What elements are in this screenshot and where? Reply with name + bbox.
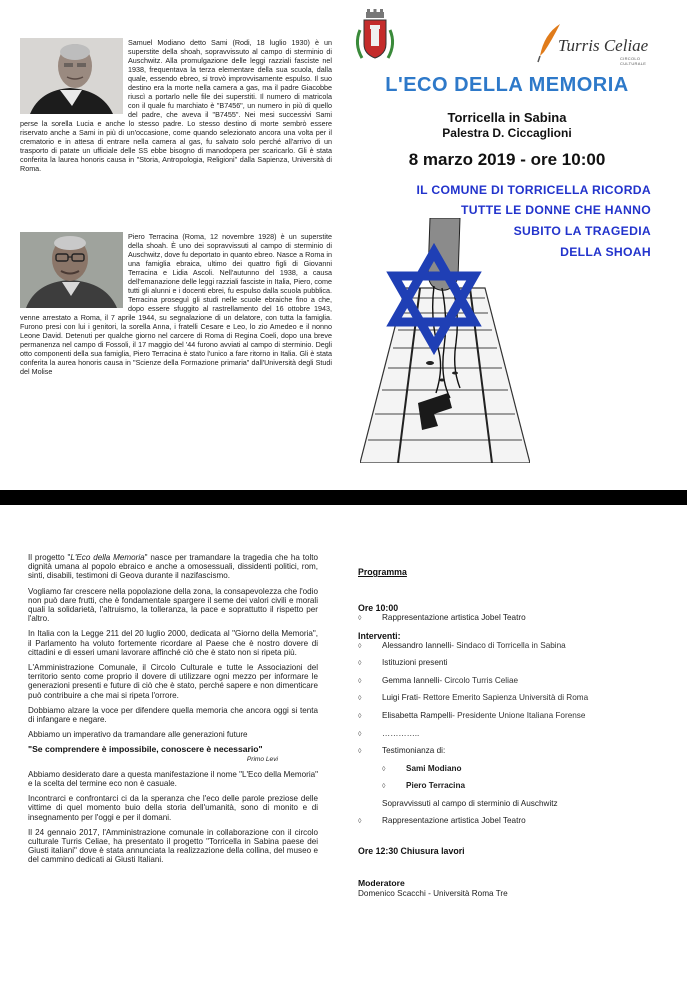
memorial-artwork-image: [360, 218, 530, 463]
diamond-bullet-icon: ◊: [358, 660, 362, 668]
project-description: [28, 553, 318, 871]
intro-paragraph: In Italia con la Legge 211 del 20 luglio 2000, dedicata al "Giorno della Memoria", il Parlamento ha voluto fortemente ricordare al Paese che è nostro dovere di cittadini e di esseri umani lavorare affinché ciò che è stato non si ripeta più.: [28, 629, 318, 657]
witness-item: [358, 781, 658, 799]
flyer-front-page: [0, 0, 687, 490]
photo-piero-terracina: [20, 232, 123, 308]
speaker-role: - Sindaco di Torricella in Sabina: [451, 640, 566, 650]
interventions-label: Interventi:: [358, 630, 401, 641]
flyer-back-page: [0, 505, 687, 986]
intro-paragraph: L'Amministrazione Comunale, il Circolo Culturale e tutte le Associazioni del territorio sento come proprio il dovere di utilizzare ogni mezzo per informare le generazioni presenti e future di ciò che è stato, perché sapere e non dimenticare può contribuire a che mai si ripeta l'orrore.: [28, 663, 318, 700]
slogan-line: SUBITO LA TRAGEDIA: [513, 224, 651, 238]
municipal-crest-icon: [352, 8, 398, 64]
programme-item: ◊ Rappresentazione artistica Jobel Teatro: [358, 613, 526, 622]
speaker-name: Luigi Frati: [382, 693, 418, 703]
speaker-item: [358, 676, 658, 694]
witness-name: Sami Modiano: [406, 763, 462, 773]
venue-gym: Palestra D. Ciccaglioni: [442, 126, 572, 140]
moderator: [358, 889, 658, 898]
slogan-line: IL COMUNE DI TORRICELLA RICORDA: [416, 183, 651, 197]
diamond-bullet-icon: ◊: [358, 677, 362, 685]
bio-piero-terracina: [20, 232, 332, 376]
testimony-label: Testimonianza di:: [382, 746, 446, 756]
logo-subtitle: CIRCOLO CULTURALE: [620, 56, 647, 66]
diamond-bullet-icon: ◊: [358, 615, 362, 622]
intro-paragraph: Abbiamo un imperativo da tramandare alle generazioni future: [28, 730, 248, 740]
start-time: Ore 10:00: [358, 603, 399, 613]
moderator-role: - Università Roma Tre: [425, 888, 508, 898]
speaker-name: …………..: [382, 728, 420, 738]
portrait-image: [20, 232, 123, 308]
diamond-bullet-icon: ◊: [358, 748, 362, 756]
speaker-item: [358, 711, 658, 729]
intro-paragraph: Vogliamo far crescere nella popolazione della zona, la consapevolezza che l'odio non può dare frutti, che è fondamentale spargere il seme dei valori civili e morali quali la solidarietà, l'altruismo, la tolleranza, la pace e soprattutto il rispetto per l'altro.: [28, 586, 318, 624]
turris-celiae-logo: [534, 22, 664, 64]
intro-paragraph: Abbiamo desiderato dare a questa manifestazione il nome "L'Eco della Memoria" e la scelta del termine eco non è casuale.: [28, 769, 318, 789]
moderator-name: Domenico Scacchi: [358, 888, 426, 898]
intro-paragraph: Il 24 gennaio 2017, l'Amministrazione comunale in collaborazione con il circolo culturale Turris Celiae, ha presentato il progetto "Torricella in Sabina paese dei Giusti italiani" dove è stata annunciata la realizzazione della collina, del museo e del cammino dedicati ai Giusti Italiani.: [28, 827, 318, 865]
diamond-bullet-icon: ◊: [358, 817, 362, 825]
diamond-bullet-icon: ◊: [358, 730, 362, 738]
speaker-name: Elisabetta Rampelli: [382, 710, 453, 720]
slogan-line: TUTTE LE DONNE CHE HANNO: [460, 203, 651, 217]
witness-name: Piero Terracina: [406, 781, 466, 791]
bio-sami-modiano: [20, 38, 332, 173]
portrait-image: [20, 38, 123, 114]
speaker-item: [358, 729, 658, 747]
speaker-role: - Presidente Unione Italiana Forense: [452, 710, 586, 720]
diamond-bullet-icon: ◊: [358, 712, 362, 720]
primo-levi-quote: "Se comprendere è impossibile, conoscere è necessario": [28, 744, 263, 755]
photo-sami-modiano: [20, 38, 123, 114]
venue-town: Torricella in Sabina: [447, 110, 567, 125]
bio-text: Samuel Modiano detto Sami (Rodi, 18 luglio 1930) è un superstite della shoah, sopravvissuto al campo di sterminio di Auschwitz. Alla promulgazione delle leggi razziali fasciste nel 1938, frequentava la terza elementare della sua scuola, dalla quale, essendo ebreo, si trovò improvvisamente espulso. Il suo destino era la morte nella camera a gas, ma il padre Giacobbe riuscì a portarlo nelle file dei superstiti. Il numero di matricola con il quale fu marchiato è "B7456", un numero in più di quello del padre, che aveva il "B7455". Nei mesi successivi Sami perse la sorella Lucia e anche lo stesso padre. Lo stesso destino di morte sembrò essere riservato anche a Sami in più di un'occasione, come quando selezionato ancora una volta per il crematorio e in attesa di entrare nella camera al gas, fu salvato solo perché all'arrivo di un trasporto di patate un ufficiale delle SS ebbe bisogno di manodopera per scaricarlo. Gli è stata conferita la laurea honoris causa in "Storia, Antropologia, Religioni" dalla Sapienza, Università di Roma.: [20, 38, 332, 173]
diamond-bullet-icon: ◊: [382, 783, 386, 791]
project-name: L'Eco della Memoria: [70, 553, 145, 562]
event-date-time: 8 marzo 2019 - ore 10:00: [408, 150, 606, 169]
quote-author: Primo Levi: [246, 755, 278, 763]
slogan-line: DELLA SHOAH: [560, 245, 651, 259]
programme-section: [358, 567, 658, 898]
event-title: L'ECO DELLA MEMORIA: [385, 74, 629, 96]
programme-item: ◊ Rappresentazione artistica Jobel Teatro: [358, 815, 526, 825]
diamond-bullet-icon: ◊: [358, 642, 362, 650]
moderator-label: Moderatore: [358, 877, 405, 888]
diamond-bullet-icon: ◊: [358, 695, 362, 703]
speaker-name: Alessandro Iannelli: [382, 640, 452, 650]
speaker-item: [358, 658, 658, 676]
programme-title: Programma: [358, 567, 407, 577]
witness-note: Sopravvissuti al campo di sterminio di Auschwitz: [382, 798, 558, 808]
speaker-name: Istituzioni presenti: [382, 658, 448, 668]
diamond-bullet-icon: ◊: [382, 765, 386, 773]
closing-time: Ore 12:30 Chiusura lavori: [358, 845, 465, 856]
witness-item: [358, 764, 658, 782]
intro-paragraph: Il progetto "L'Eco della Memoria" nasce per tramandare la tragedia che ha tolto dignità umana al popolo ebraico e anche a omosessuali, dissidenti politici, rom, sinti, disabili, testimoni di Geova durante il nazifascismo.: [28, 553, 318, 581]
speaker-name: Gemma Iannelli: [382, 675, 440, 685]
speaker-role: - Circolo Turris Celiae: [439, 675, 519, 685]
intro-paragraph: Dobbiamo alzare la voce per difendere quella memoria che ancora oggi si tenta di infangare e negare.: [28, 705, 318, 725]
testimony-item: [358, 746, 658, 764]
speaker-item: [358, 641, 658, 659]
logo-name: Turris Celiae: [558, 36, 649, 55]
bio-text: Piero Terracina (Roma, 12 novembre 1928) è un superstite della shoah. È uno dei sopravvissuti al campo di sterminio di Auschwitz, dove fu deportato in quanto ebreo. Nasce a Roma in una famiglia ebraica, ultimo dei quattro figli di Giovanni Terracina e Lidia Ascoli. Nell'autunno del 1938, a causa dell'emanazione delle leggi razziali fasciste in Italia, Piero, come tutti gli alunni e i docenti ebrei, fu espulso dalla scuola pubblica. Terracina proseguì gli studi nelle scuole ebraiche fino a che, dopo essere sfuggito al rastrellamento del 16 ottobre 1943, venne arrestato a Roma, il 7 aprile 1944, su segnalazione di un delatore, con tutta la famiglia. Furono presi con lui i genitori, la sorella Anna, i fratelli Cesare e Leo, lo zio Amedeo e il nonno Leone David. Detenuti per qualche giorno nel carcere di Roma di Regina Coeli, dopo una breve permanenza nel campo di Fossoli, il 17 maggio del '44 furono avviati al campo di sterminio. Degli otto componenti della sua famiglia, Piero Terracina è stato l'unico a fare ritorno in Italia. Gli è stata conferita la aurea honoris causa in "Scienze della Formazione primaria" dall'Università degli Studi del Molise: [20, 232, 332, 376]
speaker-role: - Rettore Emerito Sapienza Università di Roma: [417, 693, 589, 703]
intro-paragraph: Incontrarci e confrontarci ci da la speranza che l'eco delle parole preziose delle vittime di quel momento buio della storia dell'umanità, sono di monito e di insegnamento per l'oggi e per il domani.: [28, 794, 318, 822]
speaker-item: [358, 693, 658, 711]
